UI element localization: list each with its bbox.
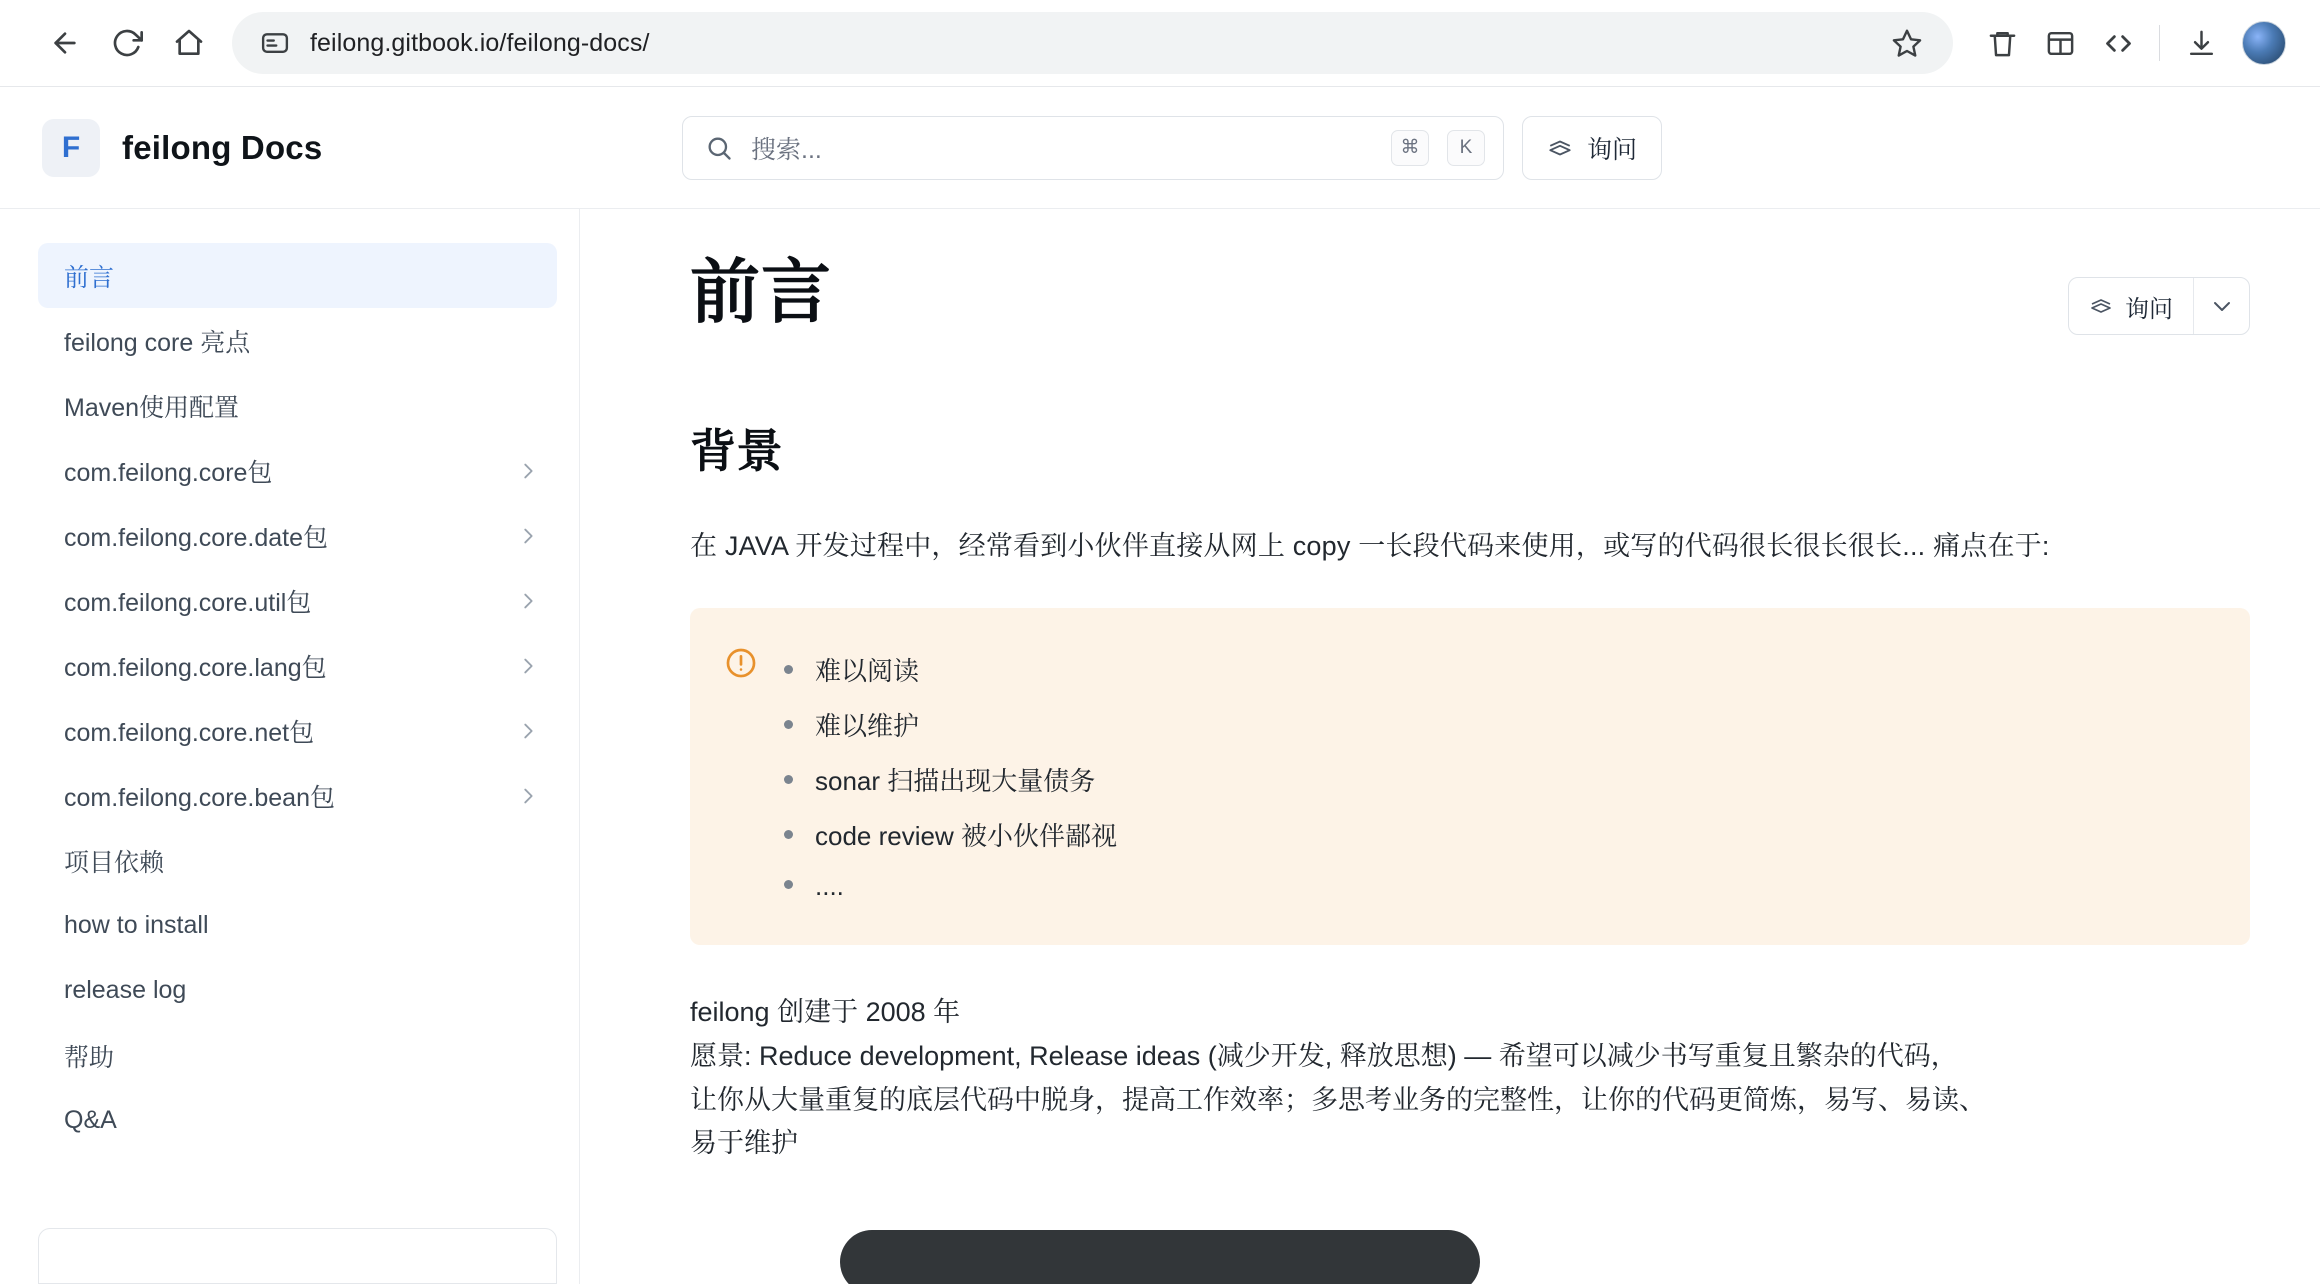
sidebar-item-project-dependencies[interactable] (38, 828, 557, 893)
content-header (690, 249, 2250, 337)
profile-avatar[interactable] (2242, 21, 2286, 65)
list-item-label: sonar 扫描出现大量债务 (815, 766, 1096, 797)
bullet-icon (784, 880, 793, 889)
list-item-label: 难以维护 (815, 711, 920, 742)
brand[interactable] (42, 119, 682, 177)
brand-title: feilong Docs (122, 128, 323, 166)
sidebar-item-label: 前言 (64, 263, 115, 292)
bookmark-star-icon[interactable] (1887, 23, 1927, 63)
sidebar-item-core-date-package[interactable] (38, 503, 557, 568)
list-item (784, 642, 2210, 697)
intro-paragraph: 在 JAVA 开发过程中，经常看到小伙伴直接从网上 copy 一长段代码来使用，或写的代码很长很长很长... 痛点在于: (690, 530, 2050, 561)
sidebar (0, 209, 580, 1284)
brand-logo-icon: F (42, 119, 100, 177)
sidebar-item-label: com.feilong.core.lang包 (64, 653, 327, 682)
header-ask-label: 询问 (1587, 135, 1638, 164)
search-icon (705, 134, 733, 162)
bullet-icon (784, 830, 793, 839)
sidebar-item-label: feilong core 亮点 (64, 328, 251, 357)
list-item (784, 807, 2210, 862)
reload-icon[interactable] (96, 12, 158, 74)
warning-callout (690, 608, 2250, 945)
chevron-right-icon[interactable] (517, 460, 539, 482)
sidebar-item-label: 项目依赖 (64, 848, 165, 877)
page-body (0, 209, 2320, 1284)
sidebar-item-core-net-package[interactable] (38, 698, 557, 763)
home-icon[interactable] (158, 12, 220, 74)
sidebar-footer-panel[interactable] (38, 1228, 557, 1284)
sidebar-item-qa[interactable] (38, 1088, 557, 1153)
web-page (0, 86, 2320, 1284)
sidebar-item-release-log[interactable] (38, 958, 557, 1023)
sparkle-icon (2089, 294, 2113, 318)
sidebar-item-maven-config[interactable] (38, 373, 557, 438)
bullet-icon (784, 720, 793, 729)
warning-circle-icon (724, 646, 758, 911)
sidebar-item-preface[interactable] (38, 243, 557, 308)
list-item-label: .... (815, 871, 844, 902)
list-item (784, 697, 2210, 752)
sidebar-item-label: com.feilong.core.util包 (64, 588, 312, 617)
closing-line: 让你从大量重复的底层代码中脱身，提高工作效率；多思考业务的完整性，让你的代码更简炼，易写、易读、 (690, 1084, 1986, 1115)
list-item-label: code review 被小伙伴鄙视 (815, 821, 1117, 852)
sidebar-item-label: com.feilong.core.date包 (64, 523, 329, 552)
sidebar-item-label: 帮助 (64, 1043, 115, 1072)
list-item (784, 862, 2210, 911)
site-info-icon[interactable] (258, 26, 292, 60)
chevron-right-icon[interactable] (517, 590, 539, 612)
callout-list (784, 642, 2210, 911)
sidebar-item-label: com.feilong.core包 (64, 458, 273, 487)
browser-toolbar (0, 0, 2320, 86)
kbd-cmd: ⌘ (1391, 130, 1429, 166)
sidebar-item-label: release log (64, 976, 187, 1004)
content-ask-main[interactable] (2069, 278, 2193, 334)
address-bar[interactable] (232, 12, 1953, 74)
floating-toolbar[interactable] (840, 1230, 1480, 1284)
list-item (784, 752, 2210, 807)
section-title-background: 背景 (690, 424, 783, 477)
sidebar-item-label: how to install (64, 911, 209, 939)
developer-tools-icon[interactable] (2089, 14, 2147, 72)
sidebar-item-label: com.feilong.core.net包 (64, 718, 315, 747)
main-content (580, 209, 2320, 1284)
sidebar-item-core-package[interactable] (38, 438, 557, 503)
sidebar-item-label: Q&A (64, 1106, 117, 1134)
closing-line: feilong 创建于 2008 年 (690, 997, 961, 1028)
bullet-icon (784, 775, 793, 784)
header-ask-button[interactable] (1522, 116, 1662, 180)
page-title: 前言 (690, 253, 832, 331)
split-screen-icon[interactable] (2031, 14, 2089, 72)
kbd-k: K (1447, 130, 1485, 166)
chevron-right-icon[interactable] (517, 720, 539, 742)
chevron-right-icon[interactable] (517, 655, 539, 677)
url-text: feilong.gitbook.io/feilong-docs/ (310, 28, 650, 57)
sidebar-nav-list (38, 243, 557, 1153)
search-input[interactable] (682, 116, 1504, 180)
toolbar-divider (2159, 25, 2160, 61)
list-item-label: 难以阅读 (815, 656, 920, 687)
bullet-icon (784, 665, 793, 674)
search-placeholder: 搜索... (751, 135, 822, 164)
chevron-right-icon[interactable] (517, 525, 539, 547)
sparkle-icon (1547, 135, 1573, 161)
chevron-right-icon[interactable] (517, 785, 539, 807)
back-icon[interactable] (34, 12, 96, 74)
content-ask-button[interactable] (2068, 277, 2250, 335)
closing-line: 愿景: Reduce development, Release ideas (减少开发, 释放思想) — 希望可以减少书写重复且繁杂的代码， (690, 1040, 1958, 1071)
sidebar-item-label: Maven使用配置 (64, 393, 240, 422)
closing-line: 易于维护 (690, 1128, 798, 1159)
sidebar-item-core-util-package[interactable] (38, 568, 557, 633)
download-icon[interactable] (2172, 14, 2230, 72)
sidebar-item-core-bean-package[interactable] (38, 763, 557, 828)
content-ask-label: 询问 (2125, 295, 2173, 323)
sidebar-item-core-lang-package[interactable] (38, 633, 557, 698)
site-header (0, 87, 2320, 209)
sidebar-item-help[interactable] (38, 1023, 557, 1088)
closing-paragraph (690, 991, 2250, 1166)
sidebar-item-label: com.feilong.core.bean包 (64, 783, 335, 812)
chevron-down-icon[interactable] (2193, 278, 2249, 334)
sidebar-item-how-to-install[interactable] (38, 893, 557, 958)
sidebar-item-core-highlights[interactable] (38, 308, 557, 373)
delete-icon[interactable] (1973, 14, 2031, 72)
